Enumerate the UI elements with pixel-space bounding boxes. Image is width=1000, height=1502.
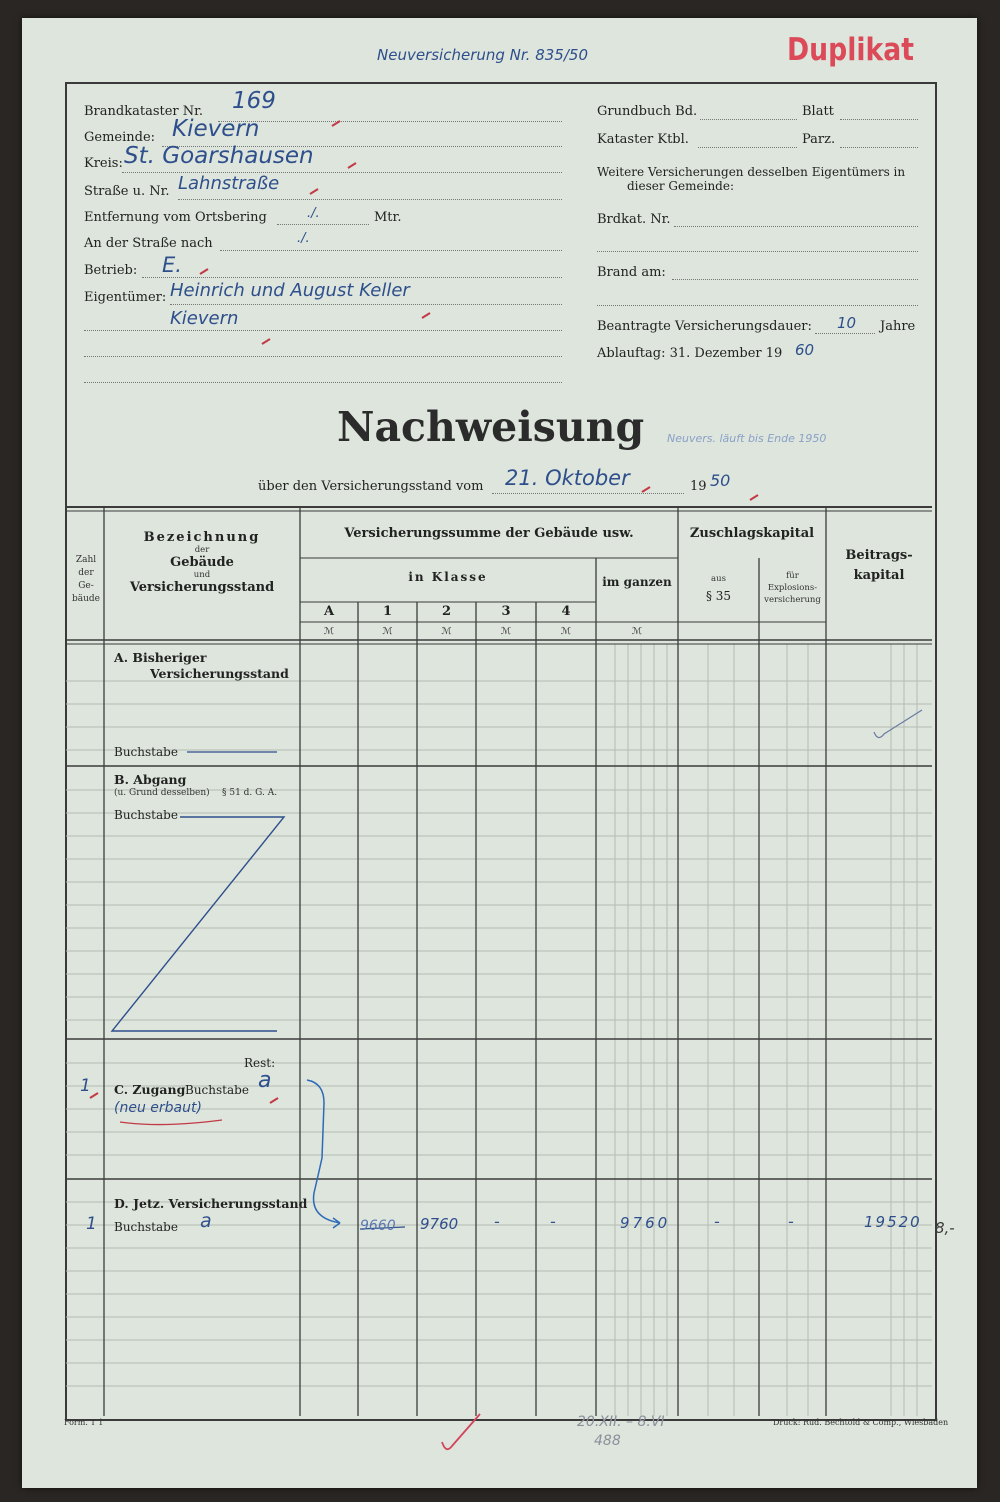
d-beitrag: 19520 [864, 1213, 922, 1231]
kreis-value: St. Goarshausen [124, 143, 314, 169]
strasse-value: Lahnstraße [178, 173, 280, 194]
d-klasse-2: - [494, 1212, 500, 1231]
col-zahl-header [68, 554, 104, 606]
currency-1: ℳ [382, 626, 393, 637]
footer-note-line1: 20.XII. – 8.VI [577, 1414, 665, 1430]
d-klasse-3: - [550, 1212, 556, 1231]
entfernung-unit: Mtr. [374, 210, 402, 225]
col-zahl-3: Ge- [78, 581, 94, 591]
subtitle-label: über den Versicherungsstand vom [258, 479, 484, 494]
klasse-4-header: 4 [561, 604, 571, 619]
section-c-title: C. Zugang [114, 1082, 186, 1097]
title-side-note: Neuvers. läuft bis Ende 1950 [667, 432, 827, 445]
section-b-sub: (u. Grund desselben) [114, 788, 210, 798]
section-d-buchstabe: Buchstabe [114, 1220, 178, 1234]
strasse-label: Straße u. Nr. [84, 184, 170, 199]
klasse-2-header: 2 [441, 604, 452, 619]
brand-am-label: Brand am: [597, 265, 666, 280]
year-prefix: 19 [690, 479, 707, 494]
document-page [22, 18, 977, 1488]
entfernung-label: Entfernung vom Ortsbering [84, 210, 267, 225]
d-klasse-a-struck: 9660 [360, 1218, 396, 1234]
klasse-a-header: A [323, 604, 335, 619]
section-c-zahl: 1 [80, 1076, 91, 1096]
weitere-line1: Weitere Versicherungen desselben Eigentümers in [597, 165, 906, 179]
klasse-3-header: 3 [501, 604, 511, 619]
ablauf-value: 60 [795, 341, 815, 359]
eigentuemer-label: Eigentümer: [84, 290, 167, 305]
strasse-nach-label: An der Straße nach [84, 236, 213, 251]
gemeinde-value: Kievern [172, 116, 260, 142]
strasse-nach-value: ./. [297, 231, 310, 246]
zuschlag-header: Zuschlagskapital [689, 526, 815, 541]
explosion-line2: versicherung [764, 595, 821, 605]
bez-line2: der [194, 545, 210, 555]
section-b-ref: § 51 d. G. A. [222, 788, 278, 798]
im-ganzen-header: im ganzen [602, 575, 672, 589]
beitragskapital-header [826, 546, 932, 586]
bez-line5: Versicherungsstand [129, 580, 275, 595]
section-c-note: (neu erbaut) [114, 1100, 202, 1116]
beitrag-line2: kapital [853, 568, 905, 583]
d-aus35: - [714, 1212, 720, 1231]
versicherungssumme-header: Versicherungssumme der Gebäude usw. [344, 526, 634, 541]
beitrag-line1: Beitrags- [845, 548, 913, 563]
ablauf-label: Ablauftag: 31. Dezember 19 [597, 346, 783, 361]
betrieb-value: E. [162, 253, 182, 277]
currency-a: ℳ [323, 626, 335, 637]
weitere-line2: dieser Gemeinde: [627, 179, 734, 193]
section-c-buchstabe: Buchstabe [185, 1083, 249, 1097]
dauer-value: 10 [837, 314, 857, 332]
section-c-letter: a [258, 1068, 272, 1093]
bez-line3: Gebäude [170, 555, 234, 570]
section-b-title: B. Abgang [114, 772, 187, 787]
gemeinde-label: Gemeinde: [84, 130, 156, 145]
grundbuch-label: Grundbuch Bd. [597, 104, 698, 119]
blatt-label: Blatt [802, 104, 834, 119]
section-d-title: D. Jetz. Versicherungsstand [114, 1196, 308, 1211]
dauer-unit: Jahre [880, 319, 916, 334]
aus-label: aus [711, 574, 726, 584]
currency-ganzen: ℳ [631, 626, 643, 637]
section-a-title2: Versicherungsstand [150, 666, 289, 681]
klasse-1-header: 1 [382, 604, 393, 619]
section-a-title: A. Bisheriger [114, 650, 207, 665]
betrieb-label: Betrieb: [84, 263, 138, 278]
kataster-label: Kataster Ktbl. [597, 132, 689, 147]
bez-line1: Bezeichnung [143, 530, 261, 545]
d-klasse-1: 9760 [420, 1215, 459, 1233]
document-title: Nachweisung [337, 403, 645, 451]
form-number: Form. T 1 [64, 1418, 104, 1427]
fuer-label: für [786, 571, 799, 581]
col-zahl-2: der [78, 568, 94, 578]
section-a-buchstabe: Buchstabe [114, 745, 178, 759]
eigentuemer-value: Heinrich und August Keller [170, 280, 410, 301]
explosion-header [759, 570, 826, 606]
brdkat-label: Brdkat. Nr. [597, 212, 671, 227]
duplikat-stamp: Duplikat [787, 32, 914, 68]
col-zahl-1: Zahl [75, 555, 97, 565]
parz-label: Parz. [802, 132, 836, 147]
d-explosion: - [788, 1212, 794, 1231]
section-b-buchstabe: Buchstabe [114, 808, 178, 822]
explosion-line1: Explosions- [767, 583, 818, 593]
entfernung-value: ./. [307, 206, 320, 221]
dauer-label: Beantragte Versicherungsdauer: [597, 319, 812, 334]
section-d-zahl: 1 [86, 1214, 97, 1234]
rest-label: Rest: [244, 1056, 276, 1070]
col-bezeichnung-header [104, 530, 300, 595]
par35-label: § 35 [705, 589, 732, 603]
d-im-ganzen: 9760 [620, 1214, 671, 1232]
handwritten-reference: Neuversicherung Nr. 835/50 [377, 46, 588, 64]
col-zahl-4: bäude [71, 594, 100, 604]
currency-4: ℳ [560, 626, 572, 637]
in-klasse-header: in Klasse [408, 570, 488, 584]
stand-date: 21. Oktober [505, 466, 630, 490]
kreis-label: Kreis: [84, 156, 123, 171]
footer-note-line2: 488 [594, 1433, 621, 1449]
brandkataster-label: Brandkataster Nr. [84, 104, 204, 119]
brandkataster-value: 169 [232, 88, 276, 114]
printer-credit: Druck: Rud. Bechtold & Comp., Wiesbaden [773, 1418, 949, 1427]
currency-3: ℳ [500, 626, 512, 637]
stand-year: 50 [710, 471, 731, 490]
d-beitrag-extra: 8,- [935, 1219, 955, 1237]
bez-line4: und [193, 570, 211, 580]
section-d-letter: a [200, 1210, 212, 1232]
eigentuemer-ort: Kievern [170, 308, 239, 329]
currency-2: ℳ [441, 626, 452, 637]
